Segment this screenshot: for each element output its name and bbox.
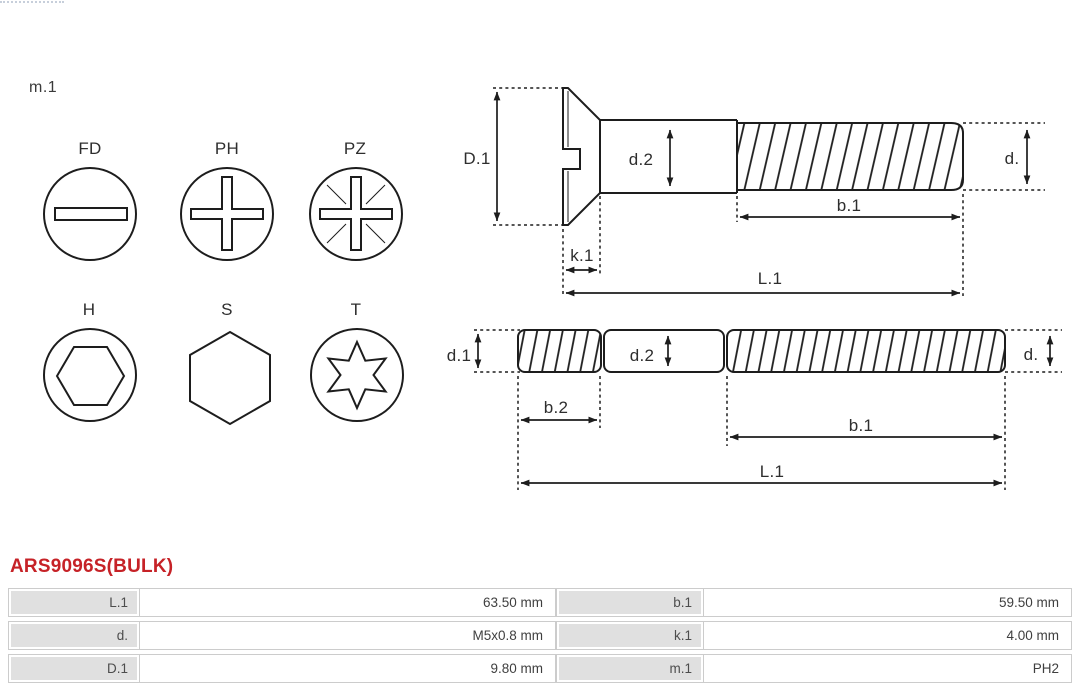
dim-label-d: d. — [1023, 345, 1039, 364]
spec-table-right-column — [556, 588, 1072, 687]
param-cell: D.1 — [11, 657, 137, 680]
param-cell: m.1 — [559, 657, 701, 680]
table-row — [556, 588, 1072, 617]
dim-label-k1: k.1 — [570, 246, 594, 265]
countersunk-head — [563, 88, 600, 225]
value-cell: 63.50 mm — [139, 589, 555, 616]
drive-icon-s — [190, 300, 270, 424]
value-cell: 9.80 mm — [139, 655, 555, 682]
screw-side-view-diagram — [463, 88, 1045, 296]
shank — [600, 120, 737, 193]
dim-label-d: d. — [1004, 149, 1020, 168]
value-cell: PH2 — [703, 655, 1071, 682]
threaded-section-left — [518, 330, 601, 372]
drive-label-t: T — [350, 300, 362, 319]
table-row — [8, 588, 556, 617]
dim-label-L1: L.1 — [757, 269, 783, 288]
dim-label-b2: b.2 — [543, 398, 569, 417]
dim-label-b1: b.1 — [848, 416, 874, 435]
spec-table-left-column — [8, 588, 556, 687]
plain-shank-section — [604, 330, 724, 372]
drive-label-h: H — [82, 300, 96, 319]
threaded-section — [737, 123, 963, 190]
hex-head-icon — [190, 332, 270, 424]
dim-label-d2: d.2 — [628, 150, 654, 169]
param-cell: d. — [11, 624, 137, 647]
drive-type-icons — [44, 139, 403, 424]
param-cell: k.1 — [559, 624, 701, 647]
value-cell: M5x0.8 mm — [139, 622, 555, 649]
table-row — [8, 621, 556, 650]
drive-icon-fd — [44, 139, 136, 260]
m1-corner-label: m.1 — [29, 79, 58, 96]
drive-label-s: S — [221, 300, 233, 319]
product-code-title: ARS9096S(BULK) — [10, 556, 174, 577]
table-row — [556, 654, 1072, 683]
drive-icon-t — [311, 300, 403, 421]
table-row — [8, 654, 556, 683]
table-row — [556, 621, 1072, 650]
dim-label-d2: d.2 — [629, 346, 655, 365]
drive-label-fd: FD — [78, 139, 102, 158]
param-cell: L.1 — [11, 591, 137, 614]
dim-label-d1: d.1 — [446, 346, 472, 365]
value-cell: 59.50 mm — [703, 589, 1071, 616]
drive-label-ph: PH — [214, 139, 240, 158]
dim-label-D1: D.1 — [463, 149, 491, 168]
dim-label-L1: L.1 — [759, 462, 785, 481]
spec-table — [8, 588, 1072, 687]
drive-label-pz: PZ — [343, 139, 367, 158]
dim-label-b1: b.1 — [836, 196, 862, 215]
drive-icon-h — [44, 300, 136, 421]
drive-icon-pz — [310, 139, 402, 260]
value-cell: 4.00 mm — [703, 622, 1071, 649]
screw-stud-view-diagram — [447, 330, 1062, 490]
param-cell: b.1 — [559, 591, 701, 614]
drive-icon-ph — [181, 139, 273, 260]
threaded-section-right — [727, 330, 1005, 372]
